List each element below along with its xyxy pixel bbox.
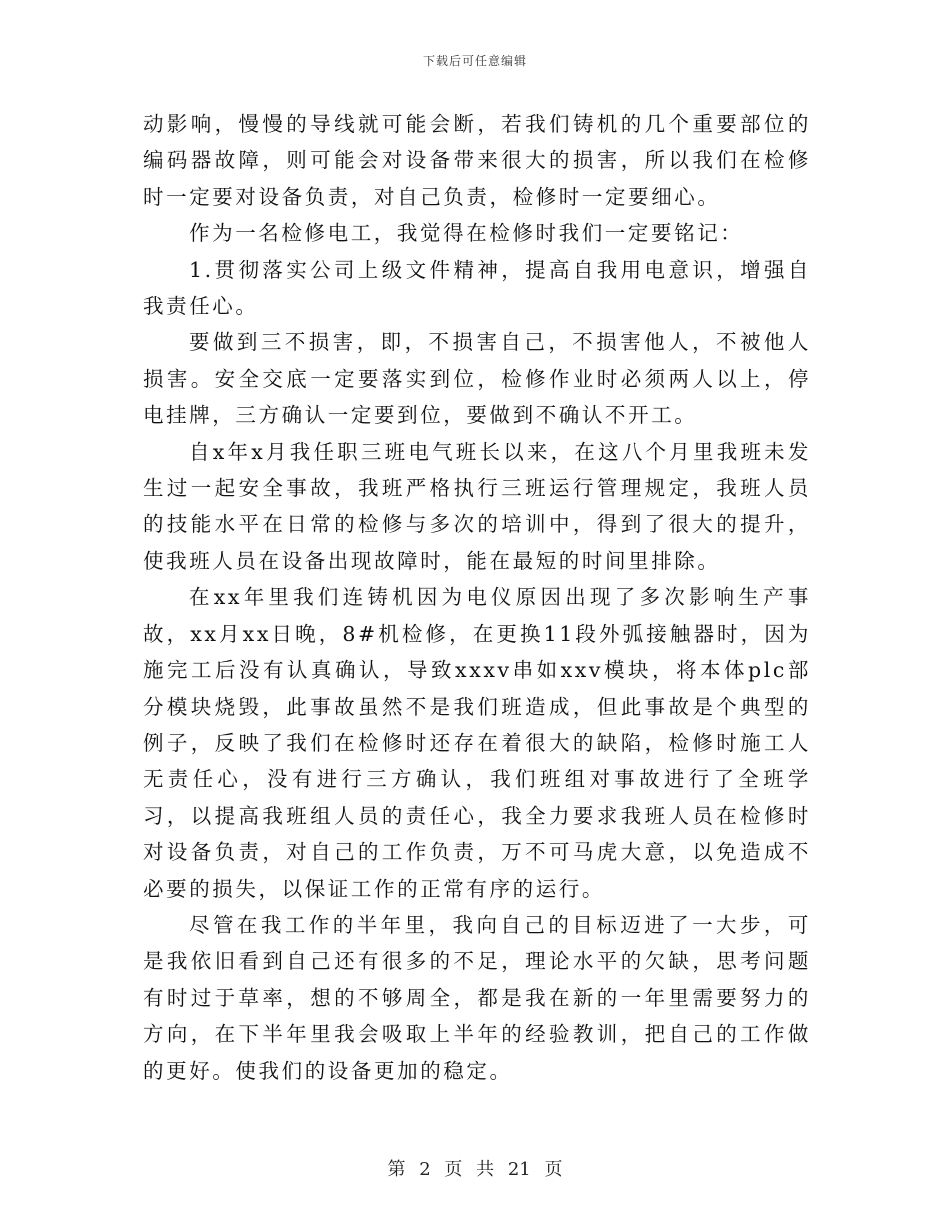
paragraph-1: 动影响，慢慢的导线就可能会断，若我们铸机的几个重要部位的编码器故障，则可能会对设备带来很大的损害，所以我们在检修时一定要对设备负责，对自己负责，检修时一定要细心。: [143, 112, 811, 209]
paragraph-5: 自x年x月我任职三班电气班长以来，在这八个月里我班未发生过一起安全事故，我班严格执行三班运行管理规定，我班人员的技能水平在日常的检修与多次的培训中，得到了很大的提升，使我班人员在设备出现故障时，能在最短的时间里排除。: [143, 439, 811, 573]
paragraph-4: 要做到三不损害，即，不损害自己，不损害他人，不被他人损害。安全交底一定要落实到位，检修作业时必须两人以上，停电挂牌，三方确认一定要到位，要做到不确认不开工。: [143, 330, 811, 428]
paragraph-3: 1.贯彻落实公司上级文件精神，提高自我用电意识，增强自我责任心。: [143, 257, 811, 319]
page-footer: 第 2 页 共 21 页: [387, 1159, 563, 1180]
page-header: 下载后可任意编辑: [422, 54, 527, 68]
paragraph-6: 在xx年里我们连铸机因为电仪原因出现了多次影响生产事故，xx月xx日晚，8#机检修，在更换11段外弧接触器时，因为施完工后没有认真确认，导致xxxv串如xxv模块，将本体plc部分模块烧毁，此事故虽然不是我们班造成，但此事故是个典型的例子，反映了我们在检修时还存在着很大的缺陷，检修时施工人无责任心，没有进行三方确认，我们班组对事故进行了全班学习，以提高我班组人员的责任心，我全力要求我班人员在检修时对设备负责，对自己的工作负责，万不可马虎大意，以免造成不必要的损失，以保证工作的正常有序的运行。: [143, 585, 811, 901]
paragraph-2: 作为一名检修电工，我觉得在检修时我们一定要铭记：: [189, 221, 744, 246]
paragraph-7: 尽管在我工作的半年里，我向自己的目标迈进了一大步，可是我依旧看到自己还有很多的不足，理论水平的欠缺，思考问题有时过于草率，想的不够周全，都是我在新的一年里需要努力的方向，在下半年里我会吸取上半年的经验教训，把自己的工作做的更好。使我们的设备更加的稳定。: [143, 912, 811, 1083]
document-body: [143, 106, 811, 1089]
